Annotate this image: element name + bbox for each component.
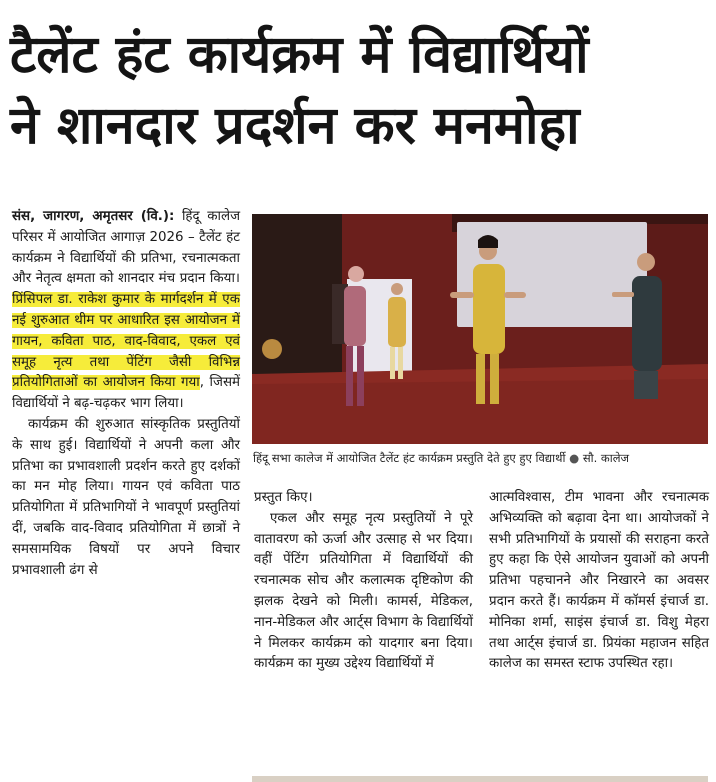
stage-performance-image xyxy=(252,214,708,444)
bullet-icon: ● xyxy=(569,451,580,465)
dateline: संस, जागरण, अमृतसर (वि.): xyxy=(12,209,175,224)
article-paragraph: आत्मविश्वास, टीम भावना और रचनात्मक अभिव्यक्ति को बढ़ावा देना था। आयोजकों ने सभी प्रतिभागियों के प्रयासों की सराहना करते हुए कहा कि ऐसे आयोजन युवाओं को अपनी प्रतिभा पहचानने और निखारने का अवसर प्रदान करते हैं। कार्यक्रम में कॉमर्स इंचार्ज डा. मोनिका शर्मा, साइंस इंचार्ज डा. विशु मेहरा तथा आर्ट्स इंचार्ज डा. प्रियंका महाजन सहित कालेज का समस्त स्टाफ उपस्थित रहा। xyxy=(489,490,709,672)
paragraph-text: , जिसमें विद्यार्थियों ने बढ़-चढ़कर भाग लिया। xyxy=(12,375,240,412)
article-paragraph: एकल और समूह नृत्य प्रस्तुतियों ने पूरे वातावरण को ऊर्जा और उत्साह से भर दिया। वहीं पेंटिंग प्रतियोगिता में विद्यार्थियों की रचनात्मक सोच और कलात्मक दृष्टिकोण की झलक देखने को मिली। कामर्स, मेडिकल, नान-मेडिकल और आर्ट्स विभाग के विद्यार्थियों ने मिलकर कार्यक्रम को यादगार बना दिया। कार्यक्रम का मुख्य उद्देश्य विद्यार्थियों में xyxy=(254,510,473,672)
caption-text: हिंदू सभा कालेज में आयोजित टैलेंट हंट कार्यक्रम प्रस्तुति देते हुए हुए विद्यार्थी xyxy=(253,451,566,465)
next-article-edge xyxy=(252,776,708,782)
headline-line-1: टैलेंट हंट कार्यक्रम में विद्यार्थियों xyxy=(10,25,589,85)
article-column-1 xyxy=(12,207,240,581)
headline xyxy=(10,20,710,162)
article-paragraph xyxy=(12,207,240,415)
article-column-3 xyxy=(489,488,709,675)
event-photo xyxy=(252,214,708,444)
photo-credit: सौ. कालेज xyxy=(582,451,630,465)
article-paragraph: प्रस्तुत किए। xyxy=(254,490,313,505)
highlighted-text: प्रिंसिपल डा. राकेश कुमार के मार्गदर्शन में एक नई शुरुआत थीम पर आधारित इस आयोजन में गायन, कविता पाठ, वाद-विवाद, एकल एवं समूह नृत्य तथा पेंटिंग जैसी विभिन्न प्रतियोगिताओं का आयोजन किया गया xyxy=(12,292,240,391)
paragraph-text: हिंदू कालेज परिसर में आयोजित आगाज़ 2026 – टैलेंट हंट कार्यक्रम ने विद्यार्थियों की प्रतिभा, रचनात्मकता और नेतृत्व क्षमता को शानदार मंच प्रदान किया। xyxy=(12,209,241,287)
article-column-2 xyxy=(254,488,473,675)
photo-caption xyxy=(253,450,713,466)
article-paragraph: कार्यक्रम की शुरुआत सांस्कृतिक प्रस्तुतियों के साथ हुई। विद्यार्थियों ने अपनी कला और प्रतिभा का प्रभावशाली प्रदर्शन करते हुए दर्शकों का मन मोह लिया। गायन एवं कविता पाठ प्रतियोगिता में प्रतिभागियों ने भावपूर्ण प्रस्तुतियां दीं, जबकि वाद-विवाद प्रतियोगिता में छात्रों ने समसामयिक विषयों पर अपने विचार प्रभावशाली ढंग से xyxy=(12,416,240,578)
headline-line-2: ने शानदार प्रदर्शन कर मनमोहा xyxy=(10,96,580,156)
